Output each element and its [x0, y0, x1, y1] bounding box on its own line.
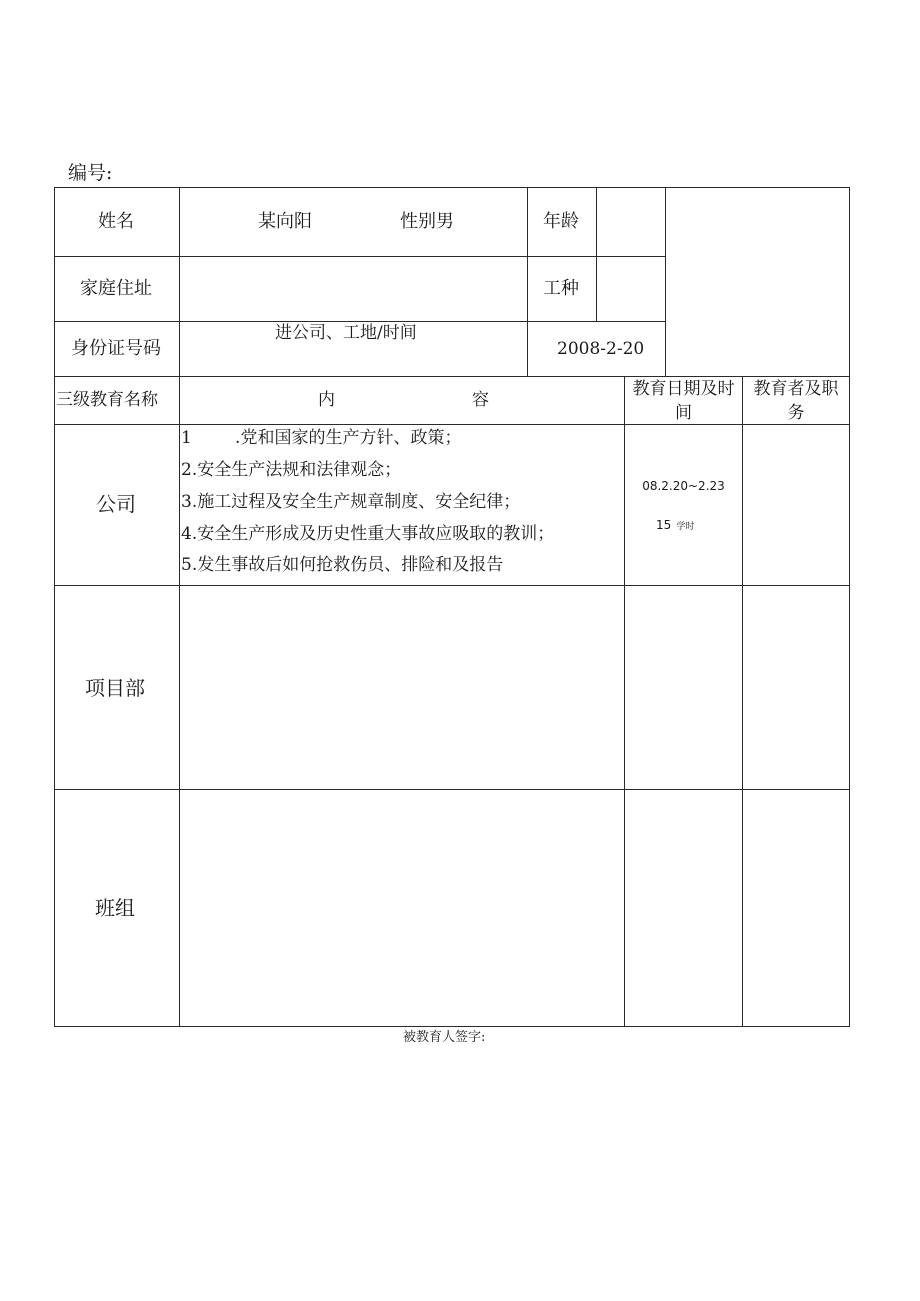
row-label-team: 班组	[95, 896, 135, 920]
age-label: 年龄	[543, 211, 579, 232]
row-divider	[54, 376, 850, 377]
table-border-right	[849, 187, 850, 1027]
column-divider	[624, 376, 625, 1027]
column-header-content-left: 内	[318, 390, 335, 410]
table-border-bottom	[54, 1026, 850, 1027]
column-header-level-name: 三级教育名称	[56, 390, 158, 410]
name-label: 姓名	[98, 211, 134, 232]
column-header-educator-line2: 务	[787, 403, 805, 423]
company-item-1: 1 .党和国家的生产方针、政策；	[181, 428, 462, 448]
serial-number-label: 编号:	[68, 162, 113, 184]
row-divider	[54, 585, 850, 586]
company-education-hours	[656, 516, 694, 532]
column-divider	[665, 187, 666, 376]
hours-number: 15	[656, 518, 672, 532]
column-header-educator-line1: 教育者及职	[753, 379, 839, 399]
row-divider	[54, 424, 850, 425]
trade-label: 工种	[543, 278, 579, 299]
company-item-2: 2.安全生产法规和法律观念；	[181, 460, 402, 480]
column-header-content-right: 容	[472, 390, 489, 410]
row-label-project-department: 项目部	[85, 676, 145, 700]
row-divider	[54, 321, 666, 322]
company-education-date: 08.2.20~2.23	[642, 479, 725, 493]
column-divider	[596, 187, 597, 321]
table-border-top	[54, 187, 850, 188]
id-number-label: 身份证号码	[71, 338, 161, 359]
trainee-signature-label: 被教育人签字:	[403, 1030, 486, 1045]
entry-time-label: 进公司、工地/时间	[275, 323, 417, 343]
column-divider	[179, 187, 180, 1027]
company-item-3: 3.施工过程及安全生产规章制度、安全纪律；	[181, 492, 521, 512]
column-header-date-line2: 间	[675, 403, 692, 423]
name-value: 某向阳	[258, 211, 312, 232]
row-label-company: 公司	[96, 492, 136, 516]
entry-date-value: 2008-2-20	[557, 339, 645, 359]
hours-unit: 学时	[676, 522, 695, 532]
company-item-4: 4.安全生产形成及历史性重大事故应吸取的教训；	[181, 524, 555, 544]
column-header-date-line1: 教育日期及时	[632, 379, 735, 399]
column-divider	[527, 187, 528, 376]
address-label: 家庭住址	[80, 278, 152, 299]
gender-value: 性别男	[400, 211, 454, 232]
row-divider	[54, 256, 666, 257]
row-divider	[54, 789, 850, 790]
company-item-5: 5.发生事故后如何抢救伤员、排险和及报告	[181, 555, 504, 575]
table-border-left	[54, 187, 55, 1027]
column-divider	[742, 376, 743, 1027]
